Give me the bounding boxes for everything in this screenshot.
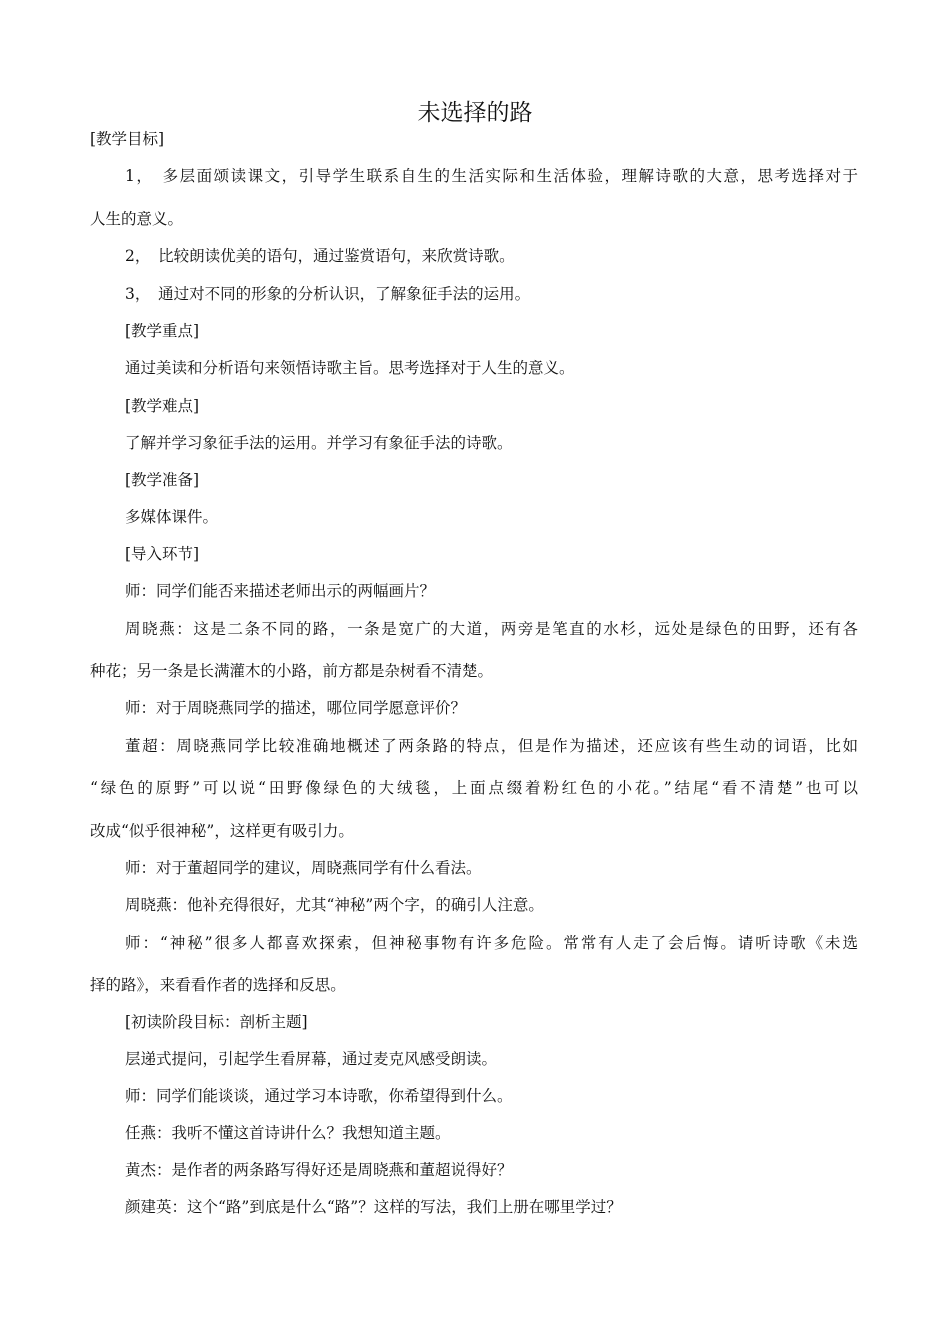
key-points-text: 通过美读和分析语句来领悟诗歌主旨。思考选择对于人生的意义。 — [125, 359, 575, 377]
dialogue-line: 黄杰：是作者的两条路写得好还是周晓燕和董超说得好？ — [125, 1161, 513, 1179]
dialogue-line: 师：对于董超同学的建议，周晓燕同学有什么看法。 — [125, 859, 482, 877]
heading-introduction: [导入环节] — [125, 545, 200, 563]
dialogue-line: 师：同学们能否来描述老师出示的两幅画片？ — [125, 582, 436, 600]
document-title: 未选择的路 — [417, 100, 533, 126]
dialogue-line: 改成“似乎很神秘”，这样更有吸引力。 — [90, 822, 354, 840]
goal-2: 2， 比较朗读优美的语句，通过鉴赏语句，来欣赏诗歌。 — [125, 247, 515, 265]
dialogue-line: 师：对于周晓燕同学的描述，哪位同学愿意评价？ — [125, 699, 467, 717]
dialogue-line: 层递式提问，引起学生看屏幕，通过麦克风感受朗读。 — [125, 1050, 498, 1068]
dialogue-line: “绿色的原野”可以说“田野像绿色的大绒毯，上面点缀着粉红色的小花。”结尾“看不清楚”也可以 — [90, 779, 858, 797]
preparation-text: 多媒体课件。 — [125, 508, 219, 526]
dialogue-line: 任燕：我听不懂这首诗讲什么？我想知道主题。 — [125, 1124, 451, 1142]
dialogue-line: 种花；另一条是长满灌木的小路，前方都是杂树看不清楚。 — [90, 662, 494, 680]
dialogue-line: 周晓燕：这是二条不同的路，一条是宽广的大道，两旁是笔直的水杉，远处是绿色的田野，还有各 — [125, 620, 858, 638]
heading-first-reading: [初读阶段目标：剖析主题] — [125, 1013, 308, 1031]
dialogue-line: 师：同学们能谈谈，通过学习本诗歌，你希望得到什么。 — [125, 1087, 513, 1105]
goal-3: 3， 通过对不同的形象的分析认识，了解象征手法的运用。 — [125, 285, 531, 303]
dialogue-line: 周晓燕：他补充得很好，尤其“神秘”两个字，的确引人注意。 — [125, 896, 544, 914]
heading-teaching-goals: [教学目标] — [90, 130, 165, 148]
goal-1-line-2: 人生的意义。 — [90, 210, 184, 228]
dialogue-line: 颜建英：这个“路”到底是什么“路”？这样的写法，我们上册在哪里学过？ — [125, 1198, 622, 1216]
dialogue-line: 择的路》，来看看作者的选择和反思。 — [90, 976, 346, 994]
heading-preparation: [教学准备] — [125, 471, 200, 489]
heading-key-points: [教学重点] — [125, 322, 200, 340]
goal-1-line-1: 1， 多层面颂读课文，引导学生联系自生的生活实际和生活体验，理解诗歌的大意，思考选择对于 — [125, 167, 858, 185]
dialogue-line: 师：“神秘”很多人都喜欢探索，但神秘事物有许多危险。常常有人走了会后悔。请听诗歌《未选 — [125, 934, 858, 952]
heading-difficulties: [教学难点] — [125, 397, 200, 415]
dialogue-line: 董超：周晓燕同学比较准确地概述了两条路的特点，但是作为描述，还应该有些生动的词语，比如 — [125, 737, 858, 755]
difficulties-text: 了解并学习象征手法的运用。并学习有象征手法的诗歌。 — [125, 434, 513, 452]
